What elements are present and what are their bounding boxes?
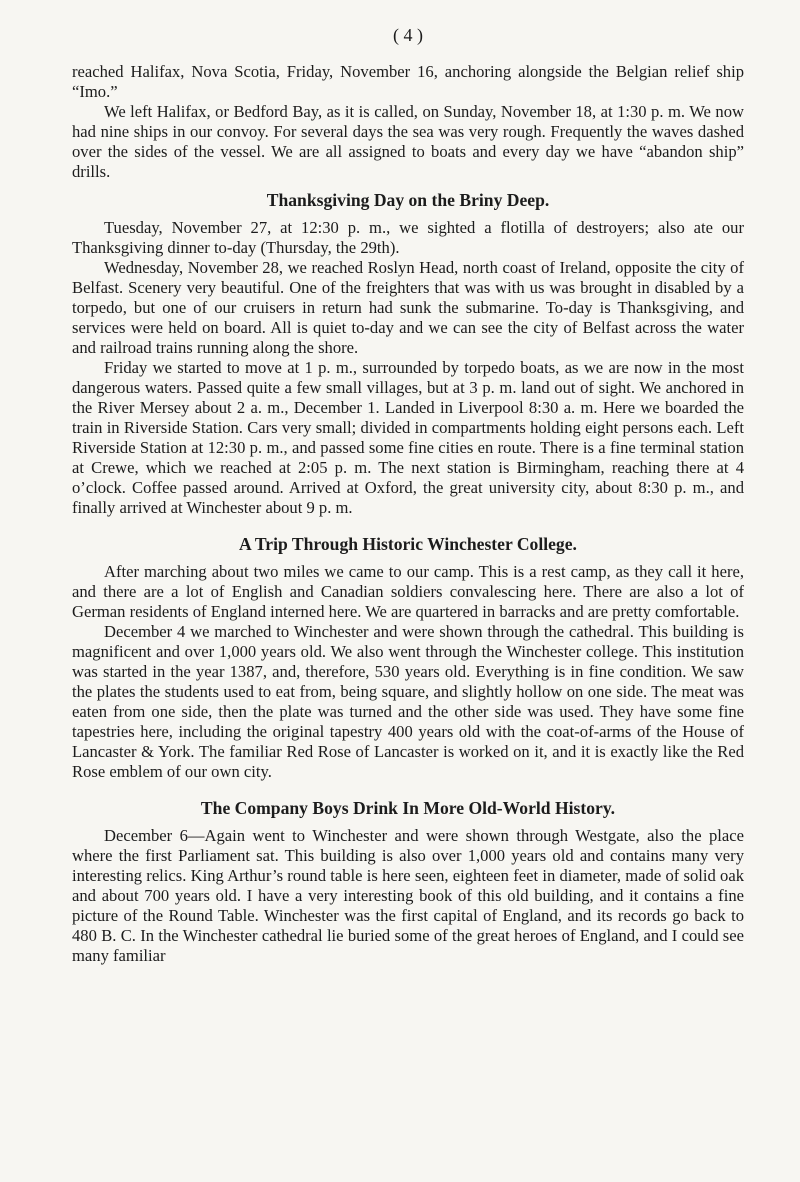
paragraph-thanksgiving-3: Friday we started to move at 1 p. m., surrounded by torpedo boats, as we are now in the most dangerous waters. Passed quite a few small villages, but at 3 p. m. land out of sight. We anchored in the River Mersey about 2 a. m., December 1. Landed in Liverpool 8:30 a. m. Here we boarded the train in Riverside Station. Cars very small; divided in compartments holding eight persons each. Left Riverside Station at 12:30 p. m., and passed some fine cities en route. There is a fine terminal station at Crewe, which we reached at 2:05 p. m. The next station is Birmingham, reaching there at 4 o’clock. Coffee passed around. Arrived at Oxford, the great university city, about 8:30 p. m., and finally arrived at Winchester about 9 p. m. — [72, 358, 744, 517]
section-heading-winchester-college: A Trip Through Historic Winchester College. — [239, 534, 577, 554]
paragraph-winchester-1: After marching about two miles we came to our camp. This is a rest camp, as they call it here, and there are a lot of English and Canadian soldiers convalescing here. There are also a lot of German residents of England interned here. We are quartered in barracks and are pretty comfortable. — [72, 562, 744, 621]
paragraph-thanksgiving-1: Tuesday, November 27, at 12:30 p. m., we sighted a flotilla of destroyers; also ate our Thanksgiving dinner to-day (Thursday, the 29th). — [72, 218, 744, 257]
section-spacer — [72, 518, 744, 526]
document-page — [72, 22, 744, 966]
section-heading-thanksgiving: Thanksgiving Day on the Briny Deep. — [266, 190, 550, 210]
paragraph-thanksgiving-2: Wednesday, November 28, we reached Roslyn Head, north coast of Ireland, opposite the city of Belfast. Scenery very beautiful. One of the freighters that was with us was brought in disabled by a torpedo, but one of our cruisers in return had sunk the submarine. To-day is Thanksgiving, and services were held on board. All is quiet to-day and we can see the city of Belfast across the water and railroad trains running along the shore. — [72, 258, 744, 357]
page-number: ( 4 ) — [393, 25, 423, 45]
paragraph-intro-2: We left Halifax, or Bedford Bay, as it is called, on Sunday, November 18, at 1:30 p. m. We now had nine ships in our convoy. For several days the sea was very rough. Frequently the waves dashed over the sides of the vessel. We are all assigned to boats and every day we have “abandon ship” drills. — [72, 102, 744, 181]
section-spacer — [72, 782, 744, 790]
paragraph-winchester-2: December 4 we marched to Winchester and were shown through the cathedral. This building is magnificent and over 1,000 years old. We also went through the Winchester college. This institution was started in the year 1387, and, therefore, 530 years old. Everything is in fine condition. We saw the plates the students used to eat from, being square, and slightly hollow on one side. The meat was eaten from one side, then the plate was turned and the other side was used. They have some fine tapestries here, including the original tapestry 400 years old with the coat-of-arms of the House of Lancaster & York. The familiar Red Rose of Lancaster is worked on it, and it is exactly like the Red Rose emblem of our own city. — [72, 622, 744, 781]
paragraph-history-1: December 6—Again went to Winchester and were shown through Westgate, also the place where the first Parliament sat. This building is also over 1,000 years old and contains many very interesting relics. King Arthur’s round table is here seen, eighteen feet in diameter, made of solid oak and about 700 years old. I have a very interesting book of this old building, and it contains a fine picture of the Round Table. Winchester was the first capital of England, and its records go back to 480 B. C. In the Winchester cathedral lie buried some of the great heroes of England, and I could see many familiar — [72, 826, 744, 965]
section-heading-old-world-history: The Company Boys Drink In More Old-World History. — [200, 798, 616, 818]
paragraph-intro-1: reached Halifax, Nova Scotia, Friday, November 16, anchoring alongside the Belgian relief ship “Imo.” — [72, 62, 744, 101]
